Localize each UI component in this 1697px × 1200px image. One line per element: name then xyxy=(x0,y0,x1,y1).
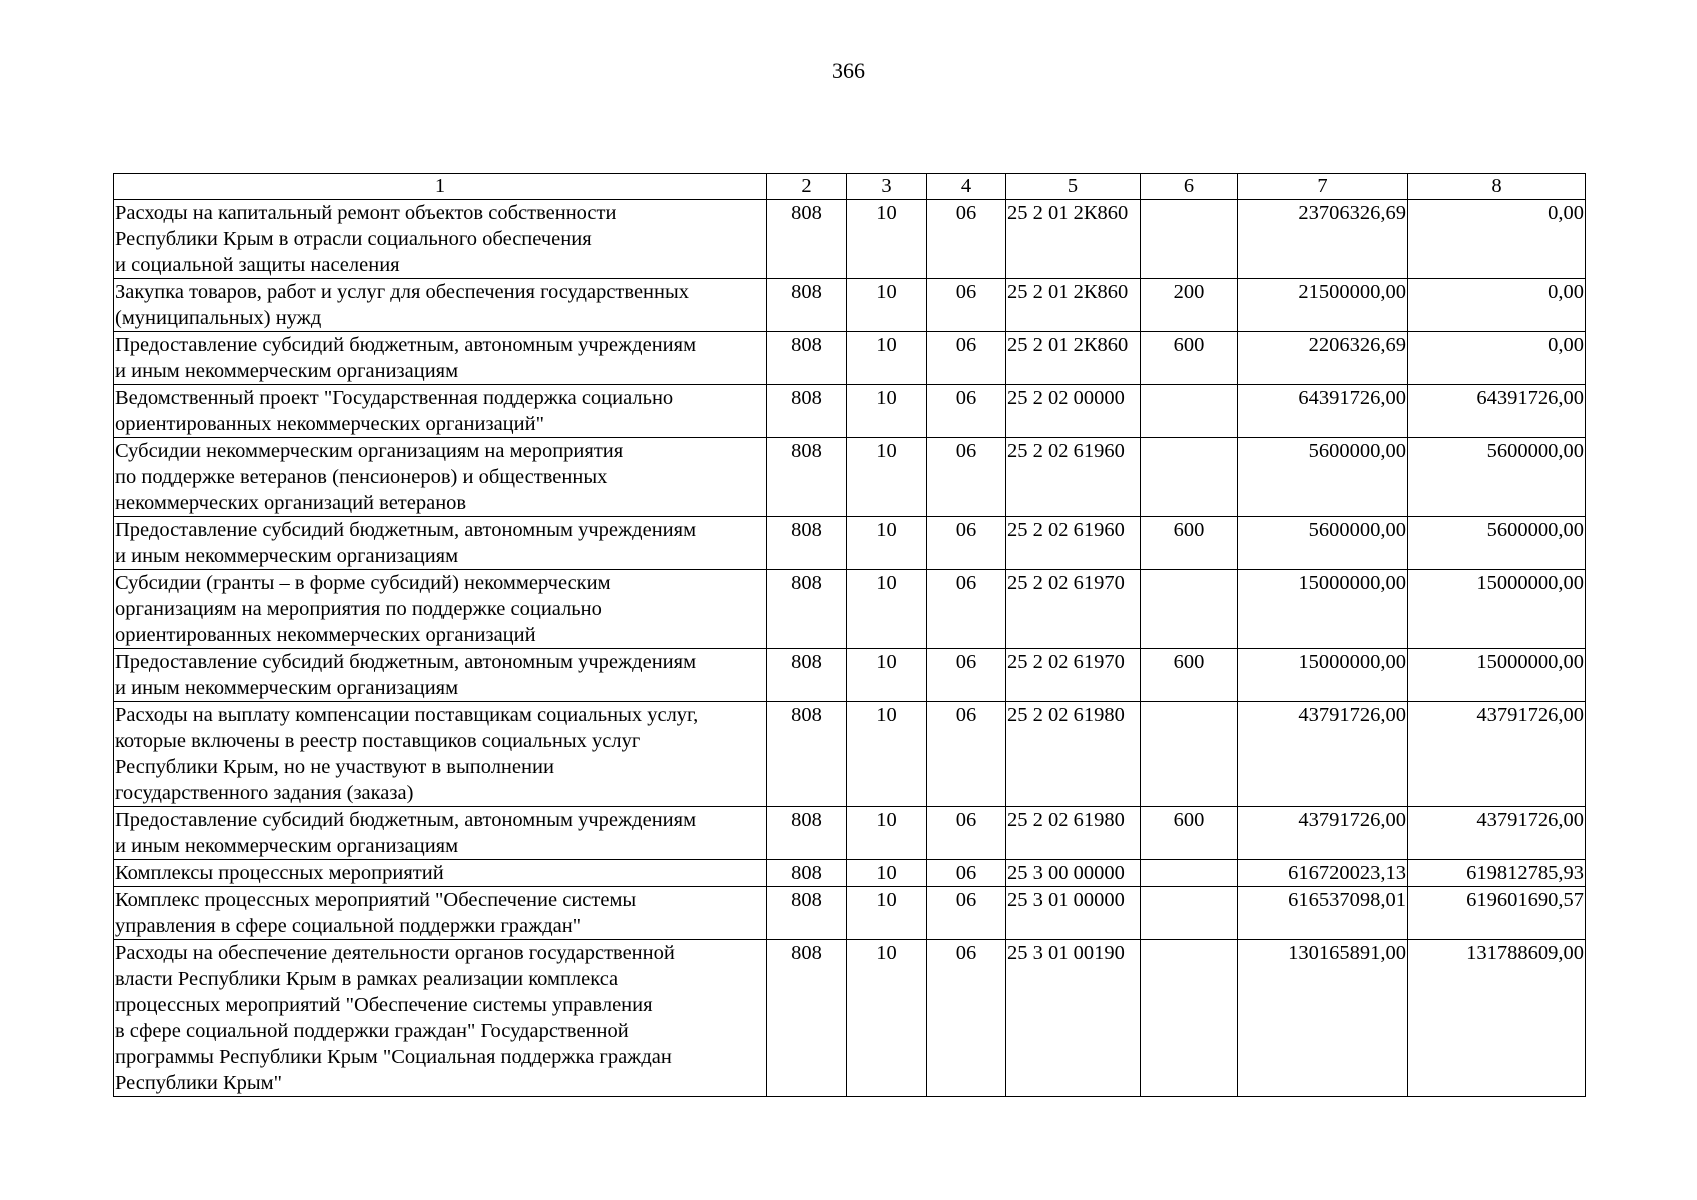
target-article-cell: 25 2 02 00000 xyxy=(1006,385,1141,438)
amount-col8-cell: 43791726,00 xyxy=(1408,807,1586,860)
amount-col8-cell: 5600000,00 xyxy=(1408,517,1586,570)
row-name-cell: Расходы на обеспечение деятельности органов государственной власти Республики Крым в рамках реализации комплекса процессных мероприятий "Обеспечение системы управления в сфере социальной поддержки граждан" Государственной программы Республики Крым "Социальная поддержка граждан Республики Крым" xyxy=(114,940,767,1097)
table-row xyxy=(114,438,1586,517)
admin-code-cell: 808 xyxy=(767,332,847,385)
amount-col8-cell: 15000000,00 xyxy=(1408,649,1586,702)
target-article-cell: 25 3 00 00000 xyxy=(1006,860,1141,887)
target-article-cell: 25 2 02 61980 xyxy=(1006,702,1141,807)
row-name-cell: Комплекс процессных мероприятий "Обеспечение системы управления в сфере социальной поддержки граждан" xyxy=(114,887,767,940)
row-name-cell: Ведомственный проект "Государственная поддержка социально ориентированных некоммерческих организаций" xyxy=(114,385,767,438)
section-cell: 10 xyxy=(847,940,927,1097)
target-article-cell: 25 2 02 61980 xyxy=(1006,807,1141,860)
target-article-cell: 25 2 02 61960 xyxy=(1006,438,1141,517)
subsection-cell: 06 xyxy=(927,200,1006,279)
row-name-cell: Субсидии (гранты – в форме субсидий) некоммерческим организациям на мероприятия по поддержке социально ориентированных некоммерческих организаций xyxy=(114,570,767,649)
header-row xyxy=(114,174,1586,200)
amount-col7-cell: 23706326,69 xyxy=(1238,200,1408,279)
subsection-cell: 06 xyxy=(927,385,1006,438)
subsection-cell: 06 xyxy=(927,860,1006,887)
amount-col7-cell: 2206326,69 xyxy=(1238,332,1408,385)
budget-table xyxy=(113,173,1586,1097)
amount-col8-cell: 64391726,00 xyxy=(1408,385,1586,438)
section-cell: 10 xyxy=(847,200,927,279)
subsection-cell: 06 xyxy=(927,517,1006,570)
header-cell: 6 xyxy=(1141,174,1238,200)
amount-col8-cell: 5600000,00 xyxy=(1408,438,1586,517)
row-name-cell: Расходы на выплату компенсации поставщикам социальных услуг, которые включены в реестр поставщиков социальных услуг Республики Крым, но не участвуют в выполнении государственного задания (заказа) xyxy=(114,702,767,807)
target-article-cell: 25 2 01 2К860 xyxy=(1006,279,1141,332)
section-cell: 10 xyxy=(847,517,927,570)
row-name-cell: Предоставление субсидий бюджетным, автономным учреждениям и иным некоммерческим организациям xyxy=(114,649,767,702)
subsection-cell: 06 xyxy=(927,438,1006,517)
table-row xyxy=(114,200,1586,279)
admin-code-cell: 808 xyxy=(767,570,847,649)
subsection-cell: 06 xyxy=(927,887,1006,940)
target-article-cell: 25 3 01 00190 xyxy=(1006,940,1141,1097)
section-cell: 10 xyxy=(847,438,927,517)
table-row xyxy=(114,279,1586,332)
row-name-cell: Субсидии некоммерческим организациям на мероприятия по поддержке ветеранов (пенсионеров) и общественных некоммерческих организаций ветеранов xyxy=(114,438,767,517)
subsection-cell: 06 xyxy=(927,570,1006,649)
expense-type-cell: 200 xyxy=(1141,279,1238,332)
row-name-cell: Комплексы процессных мероприятий xyxy=(114,860,767,887)
expense-type-cell xyxy=(1141,940,1238,1097)
expense-type-cell: 600 xyxy=(1141,807,1238,860)
header-cell: 8 xyxy=(1408,174,1586,200)
section-cell: 10 xyxy=(847,860,927,887)
amount-col7-cell: 616720023,13 xyxy=(1238,860,1408,887)
header-cell: 2 xyxy=(767,174,847,200)
subsection-cell: 06 xyxy=(927,279,1006,332)
target-article-cell: 25 3 01 00000 xyxy=(1006,887,1141,940)
admin-code-cell: 808 xyxy=(767,385,847,438)
admin-code-cell: 808 xyxy=(767,438,847,517)
section-cell: 10 xyxy=(847,385,927,438)
admin-code-cell: 808 xyxy=(767,807,847,860)
table-row xyxy=(114,887,1586,940)
section-cell: 10 xyxy=(847,649,927,702)
row-name-cell: Предоставление субсидий бюджетным, автономным учреждениям и иным некоммерческим организациям xyxy=(114,807,767,860)
table-row xyxy=(114,570,1586,649)
table-row xyxy=(114,940,1586,1097)
section-cell: 10 xyxy=(847,887,927,940)
amount-col8-cell: 0,00 xyxy=(1408,332,1586,385)
admin-code-cell: 808 xyxy=(767,200,847,279)
section-cell: 10 xyxy=(847,279,927,332)
admin-code-cell: 808 xyxy=(767,279,847,332)
amount-col7-cell: 5600000,00 xyxy=(1238,438,1408,517)
expense-type-cell: 600 xyxy=(1141,332,1238,385)
amount-col8-cell: 131788609,00 xyxy=(1408,940,1586,1097)
amount-col7-cell: 15000000,00 xyxy=(1238,570,1408,649)
section-cell: 10 xyxy=(847,332,927,385)
target-article-cell: 25 2 02 61970 xyxy=(1006,649,1141,702)
row-name-cell: Закупка товаров, работ и услуг для обеспечения государственных (муниципальных) нужд xyxy=(114,279,767,332)
amount-col7-cell: 130165891,00 xyxy=(1238,940,1408,1097)
expense-type-cell: 600 xyxy=(1141,517,1238,570)
amount-col7-cell: 5600000,00 xyxy=(1238,517,1408,570)
table-row xyxy=(114,860,1586,887)
table-row xyxy=(114,807,1586,860)
expense-type-cell xyxy=(1141,570,1238,649)
amount-col7-cell: 43791726,00 xyxy=(1238,702,1408,807)
amount-col7-cell: 43791726,00 xyxy=(1238,807,1408,860)
row-name-cell: Предоставление субсидий бюджетным, автономным учреждениям и иным некоммерческим организациям xyxy=(114,517,767,570)
section-cell: 10 xyxy=(847,807,927,860)
subsection-cell: 06 xyxy=(927,332,1006,385)
header-cell: 5 xyxy=(1006,174,1141,200)
expense-type-cell: 600 xyxy=(1141,649,1238,702)
expense-type-cell xyxy=(1141,438,1238,517)
page-number: 366 xyxy=(832,58,865,83)
expense-type-cell xyxy=(1141,887,1238,940)
subsection-cell: 06 xyxy=(927,940,1006,1097)
header-cell: 1 xyxy=(114,174,767,200)
target-article-cell: 25 2 02 61970 xyxy=(1006,570,1141,649)
admin-code-cell: 808 xyxy=(767,887,847,940)
subsection-cell: 06 xyxy=(927,702,1006,807)
expense-type-cell xyxy=(1141,702,1238,807)
admin-code-cell: 808 xyxy=(767,940,847,1097)
table-row xyxy=(114,702,1586,807)
header-cell: 7 xyxy=(1238,174,1408,200)
expense-type-cell xyxy=(1141,385,1238,438)
target-article-cell: 25 2 02 61960 xyxy=(1006,517,1141,570)
target-article-cell: 25 2 01 2К860 xyxy=(1006,200,1141,279)
section-cell: 10 xyxy=(847,570,927,649)
table-row xyxy=(114,385,1586,438)
table-row xyxy=(114,332,1586,385)
amount-col7-cell: 15000000,00 xyxy=(1238,649,1408,702)
row-name-cell: Расходы на капитальный ремонт объектов собственности Республики Крым в отрасли социального обеспечения и социальной защиты населения xyxy=(114,200,767,279)
table-row xyxy=(114,517,1586,570)
amount-col7-cell: 64391726,00 xyxy=(1238,385,1408,438)
admin-code-cell: 808 xyxy=(767,702,847,807)
target-article-cell: 25 2 01 2К860 xyxy=(1006,332,1141,385)
table-row xyxy=(114,649,1586,702)
subsection-cell: 06 xyxy=(927,807,1006,860)
row-name-cell: Предоставление субсидий бюджетным, автономным учреждениям и иным некоммерческим организациям xyxy=(114,332,767,385)
amount-col7-cell: 616537098,01 xyxy=(1238,887,1408,940)
subsection-cell: 06 xyxy=(927,649,1006,702)
admin-code-cell: 808 xyxy=(767,517,847,570)
expense-type-cell xyxy=(1141,200,1238,279)
expense-type-cell xyxy=(1141,860,1238,887)
admin-code-cell: 808 xyxy=(767,649,847,702)
amount-col7-cell: 21500000,00 xyxy=(1238,279,1408,332)
amount-col8-cell: 43791726,00 xyxy=(1408,702,1586,807)
amount-col8-cell: 0,00 xyxy=(1408,279,1586,332)
amount-col8-cell: 619601690,57 xyxy=(1408,887,1586,940)
amount-col8-cell: 619812785,93 xyxy=(1408,860,1586,887)
section-cell: 10 xyxy=(847,702,927,807)
header-cell: 3 xyxy=(847,174,927,200)
amount-col8-cell: 15000000,00 xyxy=(1408,570,1586,649)
admin-code-cell: 808 xyxy=(767,860,847,887)
header-cell: 4 xyxy=(927,174,1006,200)
amount-col8-cell: 0,00 xyxy=(1408,200,1586,279)
